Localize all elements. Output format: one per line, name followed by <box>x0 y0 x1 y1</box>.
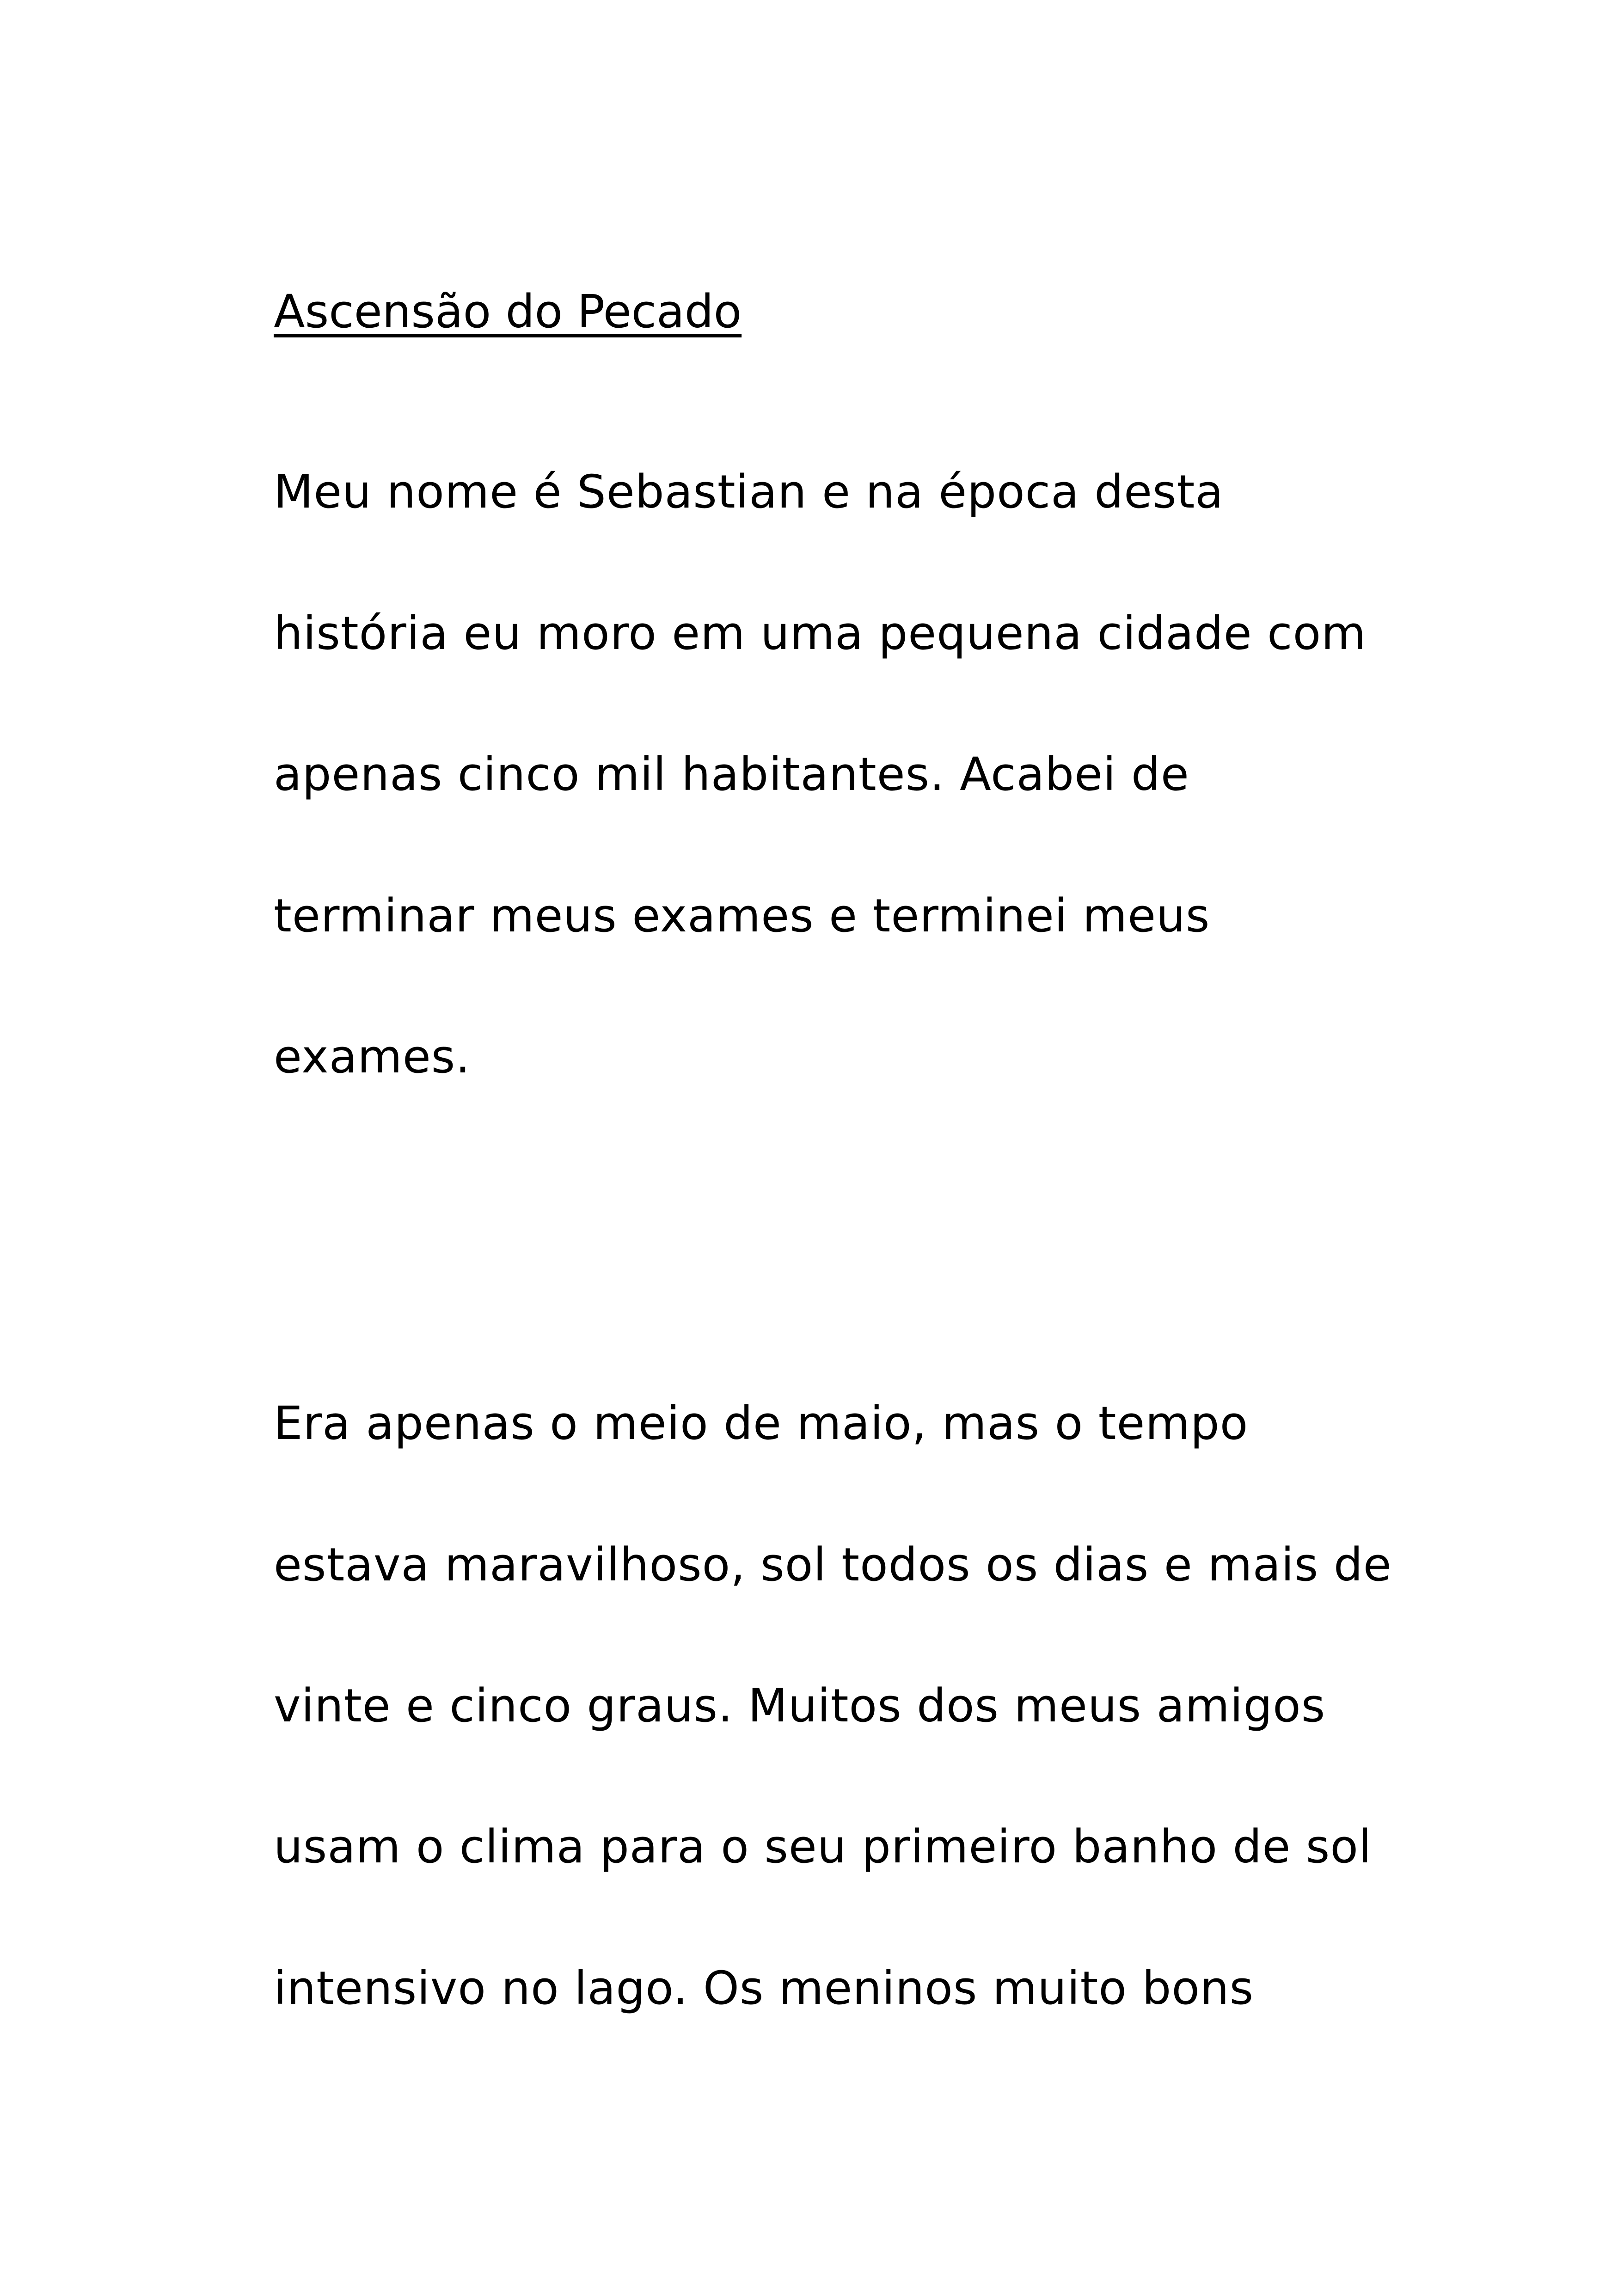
text-line: apenas cinco mil habitantes. Acabei de <box>274 748 1189 801</box>
text-line: história eu moro em uma pequena cidade com <box>274 607 1367 660</box>
text-line: intensivo no lago. Os meninos muito bons <box>274 1962 1254 2015</box>
text-line: usam o clima para o seu primeiro banho de sol <box>274 1820 1372 1874</box>
text-line: Era apenas o meio de maio, mas o tempo <box>274 1397 1249 1450</box>
text-line: exames. <box>274 1030 471 1084</box>
text-line: Meu nome é Sebastian e na época desta <box>274 465 1224 519</box>
document-title: Ascensão do Pecado <box>274 285 742 338</box>
text-line: estava maravilhoso, sol todos os dias e mais de <box>274 1538 1392 1592</box>
text-line: terminar meus exames e terminei meus <box>274 889 1210 943</box>
text-line: vinte e cinco graus. Muitos dos meus amigos <box>274 1679 1326 1733</box>
